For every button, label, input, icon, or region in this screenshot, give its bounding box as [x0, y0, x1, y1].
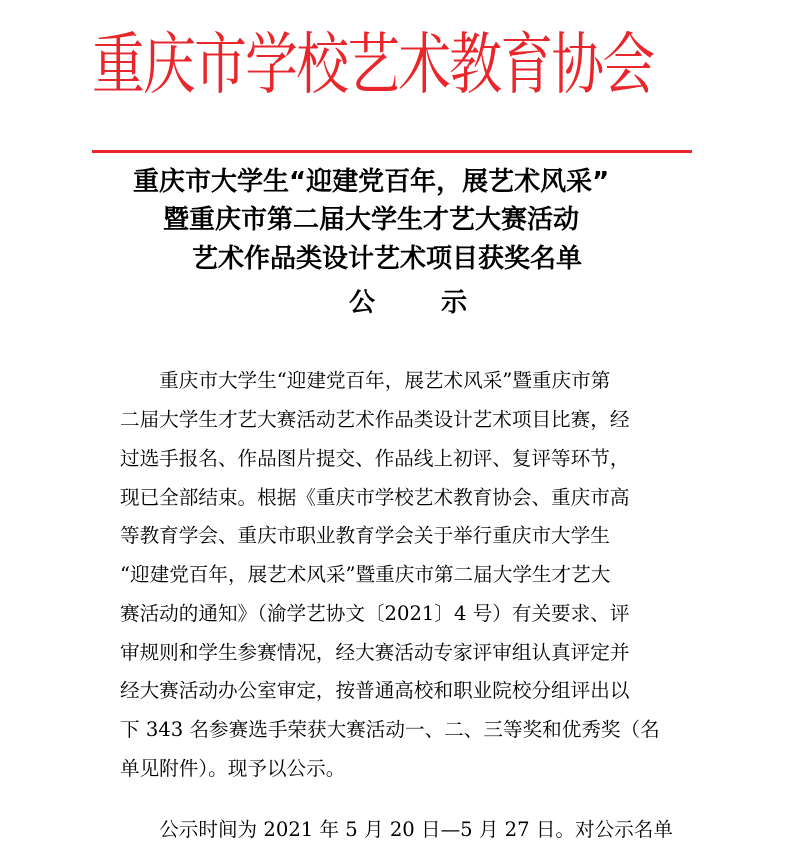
body-text-line: 审规则和学生参赛情况，经大赛活动专家评审组认真评定并 — [120, 641, 630, 664]
body-text-line: 经大赛活动办公室审定，按普通高校和职业院校分组评出以 — [120, 679, 630, 702]
body-text-line: 过选手报名、作品图片提交、作品线上初评、复评等环节， — [120, 447, 630, 470]
issuer-masthead: 重庆市学校艺术教育协会 — [92, 25, 654, 105]
body-text-line: 现已全部结束。根据《重庆市学校艺术教育协会、重庆市高 — [120, 486, 630, 509]
body-text-line: 下 343 名参赛选手荣获大赛活动一、二、三等奖和优秀奖（名 — [120, 718, 660, 741]
body-text-line: 等教育学会、重庆市职业教育学会关于举行重庆市大学生 — [120, 524, 610, 547]
body-text-line: 重庆市大学生“迎建党百年，展艺术风采”暨重庆市第 — [120, 369, 611, 392]
red-header-rule — [92, 150, 692, 153]
body-text-line: 单见附件）。现予以公示。 — [120, 757, 346, 780]
body-text-line: 公示时间为 2021 年 5 月 20 日—5 月 27 日。对公示名单 — [120, 818, 673, 841]
body-text-line: 二届大学生才艺大赛活动艺术作品类设计艺术项目比赛，经 — [120, 408, 630, 431]
title-line-3: 艺术作品类设计艺术项目获奖名单 — [192, 244, 583, 274]
title-line-4: 公示 — [349, 288, 534, 318]
title-line-2: 暨重庆市第二届大学生才艺大赛活动 — [163, 205, 580, 235]
body-text-line: 赛活动的通知》（渝学艺协文〔2021〕4 号）有关要求、评 — [120, 602, 630, 625]
title-line-1: 重庆市大学生“迎建党百年，展艺术风采” — [133, 167, 610, 197]
body-text-line: “迎建党百年，展艺术风采”暨重庆市第二届大学生才艺大 — [120, 563, 611, 586]
